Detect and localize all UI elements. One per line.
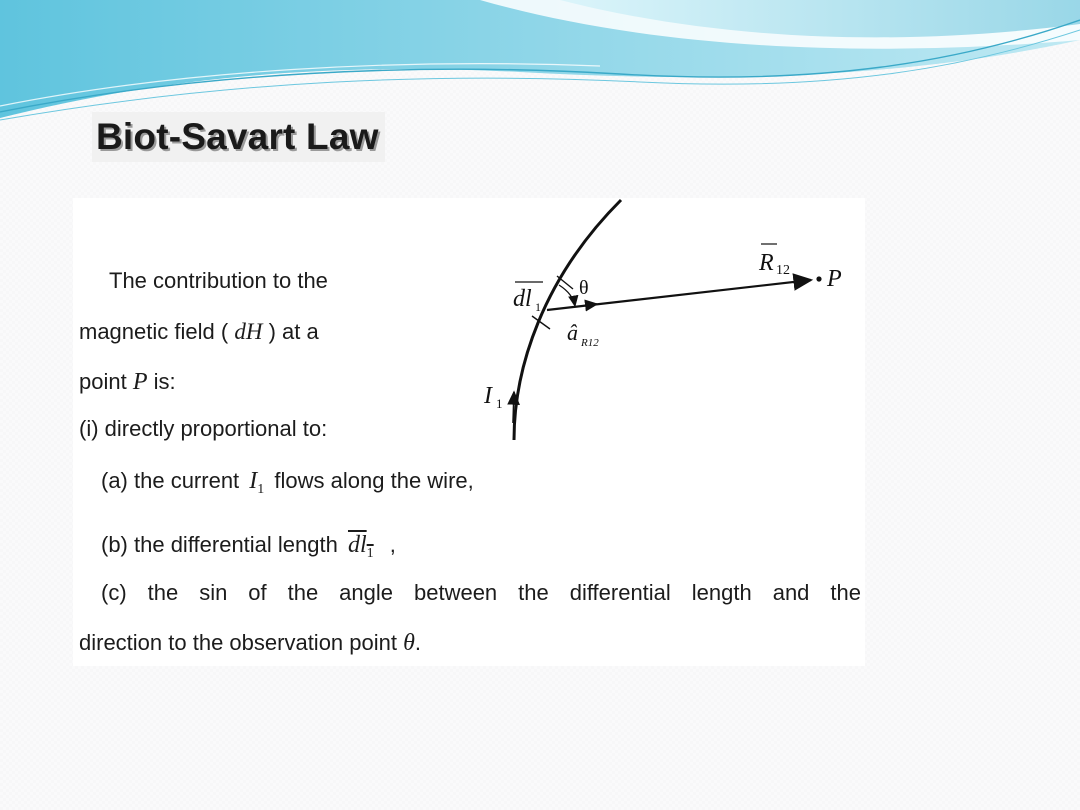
slide-title: Biot-Savart Law (92, 112, 385, 162)
item-c-continuation-post: . (414, 630, 422, 655)
item-c-word: the (287, 580, 319, 605)
dl-tick-upper (557, 276, 573, 289)
current-arrow (513, 392, 514, 423)
point-P-symbol: P (132, 369, 148, 395)
item-c-word: between (413, 580, 498, 605)
svg-text:1: 1 (496, 396, 503, 411)
svg-text:dl: dl (513, 286, 532, 312)
svg-text:â: â (567, 320, 578, 345)
item-b-post: , (389, 532, 396, 557)
item-c-word: sin (199, 580, 228, 605)
item-c-word: differential (569, 580, 671, 605)
item-c-word: the (830, 580, 861, 605)
item-b-pre: (b) the differential length (101, 532, 338, 557)
current-I1-label (483, 383, 503, 411)
item-c-word: the (518, 580, 549, 605)
item-c-word: length (691, 580, 752, 605)
item-c-word: of (248, 580, 267, 605)
intro-line-1: The contribution to the (109, 268, 328, 293)
item-a-post: flows along the wire, (274, 468, 474, 493)
intro-line-2-pre: magnetic field ( (79, 319, 229, 344)
svg-text:1: 1 (535, 300, 541, 314)
item-a-pre: (a) the current (101, 468, 240, 493)
dH-symbol: dH (234, 319, 263, 344)
item-c-continuation-pre: direction to the observation point (79, 630, 397, 655)
point-P-dot (816, 276, 821, 281)
svg-text:12: 12 (776, 263, 790, 278)
current-I1-symbol: $I_1$ (249, 468, 265, 497)
unit-vector-arrow (581, 304, 597, 306)
item-c-word: and (772, 580, 810, 605)
a-hat-label (567, 320, 599, 349)
theta-label: θ (579, 277, 589, 299)
svg-text:R12: R12 (581, 337, 599, 349)
point-P-label: P (827, 266, 842, 292)
intro-line-4: (i) directly proportional to: (79, 416, 328, 441)
dl1-label (513, 282, 543, 314)
svg-text:I: I (484, 383, 492, 409)
item-c-word: the (147, 580, 179, 605)
theta-symbol: θ (403, 630, 415, 656)
item-c-word: angle (339, 580, 394, 605)
item-c-word: (c) (101, 580, 127, 605)
intro-line-2-post: ) at a (268, 319, 319, 344)
r12-label (758, 244, 790, 278)
dl1-symbol: $dl_1$ (347, 532, 374, 561)
intro-line-3-post: is: (153, 369, 176, 394)
svg-text:R: R (759, 250, 774, 276)
content-panel (73, 198, 865, 666)
intro-line-3-pre: point (79, 369, 127, 394)
biot-savart-diagram (73, 198, 865, 666)
header-wave-decoration (0, 0, 1080, 130)
